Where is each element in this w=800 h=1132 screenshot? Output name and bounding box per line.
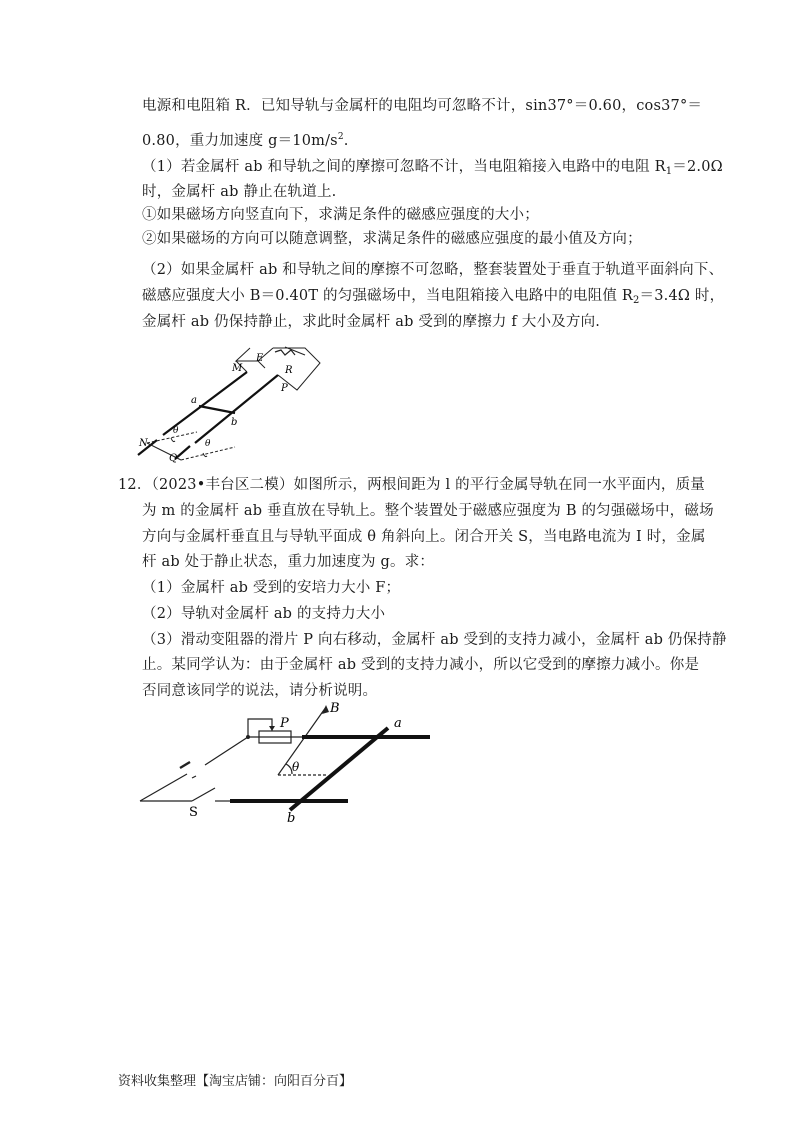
q12-line-8: 止。某同学认为：由于金属杆 ab 受到的支持力减小，所以它受到的摩擦力减小。你是 [142,657,700,673]
q12-line-7: （3）滑动变阻器的滑片 P 向右移动，金属杆 ab 受到的支持力减小，金属杆 ab 仍保持静 [142,632,727,648]
q12-junction-dot [246,735,250,739]
q12-label-B: B [330,701,340,716]
q12-line-2: 为 m 的金属杆 ab 垂直放在导轨上。整个装置处于磁感应强度为 B 的匀强磁场中，磁场 [142,503,714,519]
q12-line-3: 方向与金属杆垂直且与导轨平面成 θ 角斜向上。闭合开关 S，当电路电流为 I 时，金属 [142,529,706,545]
q12-label-a: a [394,716,402,731]
q11-label-theta2: θ [205,439,211,449]
q11-line-4: 时，金属杆 ab 静止在轨道上. [142,184,337,200]
q12-line-1: 12．（2023•丰台区二模）如图所示，两根间距为 l 的平行金属导轨在同一水平面内，质量 [118,477,706,493]
q11-line-8: 磁感应强度大小 B＝0.40T 的匀强磁场中，当电阻箱接入电路中的电阻值 $R_2=3.4\Omega$ 时， [142,288,725,306]
q11-figure [135,335,335,465]
q12-line-5: （1）金属杆 ab 受到的安培力大小 F； [142,580,401,596]
q12-line-4: 杆 ab 处于静止状态，重力加速度为 g。求： [142,554,435,570]
page-footer: 资料收集整理【淘宝店铺：向阳百分百】 [118,1074,353,1089]
q11-line-3: （1）若金属杆 ab 和导轨之间的摩擦可忽略不计，当电阻箱接入电路中的电阻 $R_1=2.0\Omega$ [142,159,723,177]
q11-line-9: 金属杆 ab 仍保持静止，求此时金属杆 ab 受到的摩擦力 f 大小及方向. [142,314,601,330]
q12-line-6: （2）导轨对金属杆 ab 的支持力大小 [142,606,386,622]
q11-line-1: 电源和电阻箱 R．已知导轨与金属杆的电阻均可忽略不计，sin37°＝0.60，cos37°＝ [142,98,703,114]
q11-line-6: ②如果磁场的方向可以随意调整，求满足条件的磁感应强度的最小值及方向； [142,231,642,247]
q12-label-P: P [280,716,289,731]
q12-label-S: S [189,805,198,820]
q11-label-b: b [231,417,238,428]
q11-line-7: （2）如果金属杆 ab 和导轨之间的摩擦不可忽略，整套装置处于垂直于轨道平面斜向下、 [142,262,724,278]
q12-label-b: b [287,811,296,826]
q11-label-Q: Q [169,453,178,464]
q12-figure [130,700,450,830]
q11-label-M: M [232,363,243,374]
q11-label-a: a [191,395,197,406]
q11-label-R: R [285,365,293,376]
q11-label-theta1: θ [173,426,179,436]
q11-label-E: E [256,353,264,364]
q11-line-2: 0.80，重力加速度 $g=10m/s^2$. [142,132,349,149]
q11-line-5: ①如果磁场方向竖直向下，求满足条件的磁感应强度的大小； [142,207,539,223]
q12-label-theta: θ [292,760,300,774]
q11-label-N: N [139,438,148,449]
q11-label-P: P [281,383,288,394]
q12-line-9: 否同意该同学的说法，请分析说明。 [142,683,378,699]
